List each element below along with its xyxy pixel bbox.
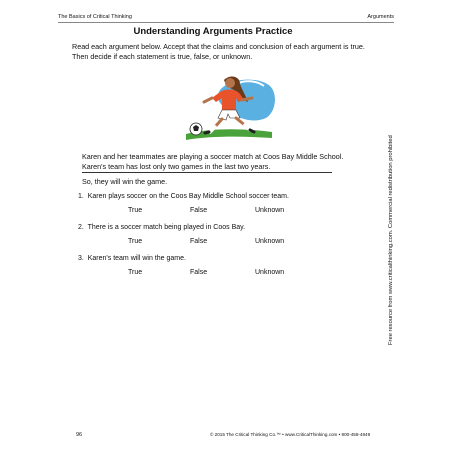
question-number: 1. [78,193,84,200]
option-true[interactable]: True [128,207,143,214]
argument-text [82,152,352,187]
option-false[interactable]: False [190,269,208,276]
option-unknown[interactable]: Unknown [255,238,285,245]
argument-line-2: Karen's team has lost only two games in the last two years. [82,162,332,173]
header-book-title: The Basics of Critical Thinking [58,14,132,20]
page-number: 96 [76,432,83,438]
player-head [225,78,235,88]
argument-line-1: Karen and her teammates are playing a soccer match at Coos Bay Middle School. [82,152,344,161]
soccer-player-illustration [180,72,280,144]
footer-copyright: © 2015 The Critical Thinking Co.™ • www.CriticalThinking.com • 800-458-4849 [210,432,371,437]
question-1 [78,193,289,200]
header-rule [58,22,394,23]
argument-conclusion: So, they will win the game. [82,177,168,186]
question-text: There is a soccer match being played in Coos Bay. [87,224,246,231]
page-title: Understanding Arguments Practice [133,26,293,37]
side-notice [380,105,394,365]
option-unknown[interactable]: Unknown [255,269,285,276]
option-true[interactable]: True [128,238,143,245]
instructions: Read each argument below. Accept that the claims and conclusion of each argument is true. Then decide if each statement is true, false, or unknown. [72,42,365,61]
question-number: 3. [78,255,84,262]
question-3 [78,255,186,262]
option-true[interactable]: True [128,269,143,276]
header-section: Arguments [367,14,394,20]
question-number: 2. [78,224,84,231]
question-2 [78,224,245,231]
side-notice-text: Free resource from www.criticalthinking.com. Commercial redistribution prohibited [388,135,394,345]
question-text: Karen plays soccer on the Coos Bay Middle School soccer team. [87,193,289,200]
option-false[interactable]: False [190,238,208,245]
option-unknown[interactable]: Unknown [255,207,285,214]
question-text: Karen's team will win the game. [87,255,186,262]
option-false[interactable]: False [190,207,208,214]
